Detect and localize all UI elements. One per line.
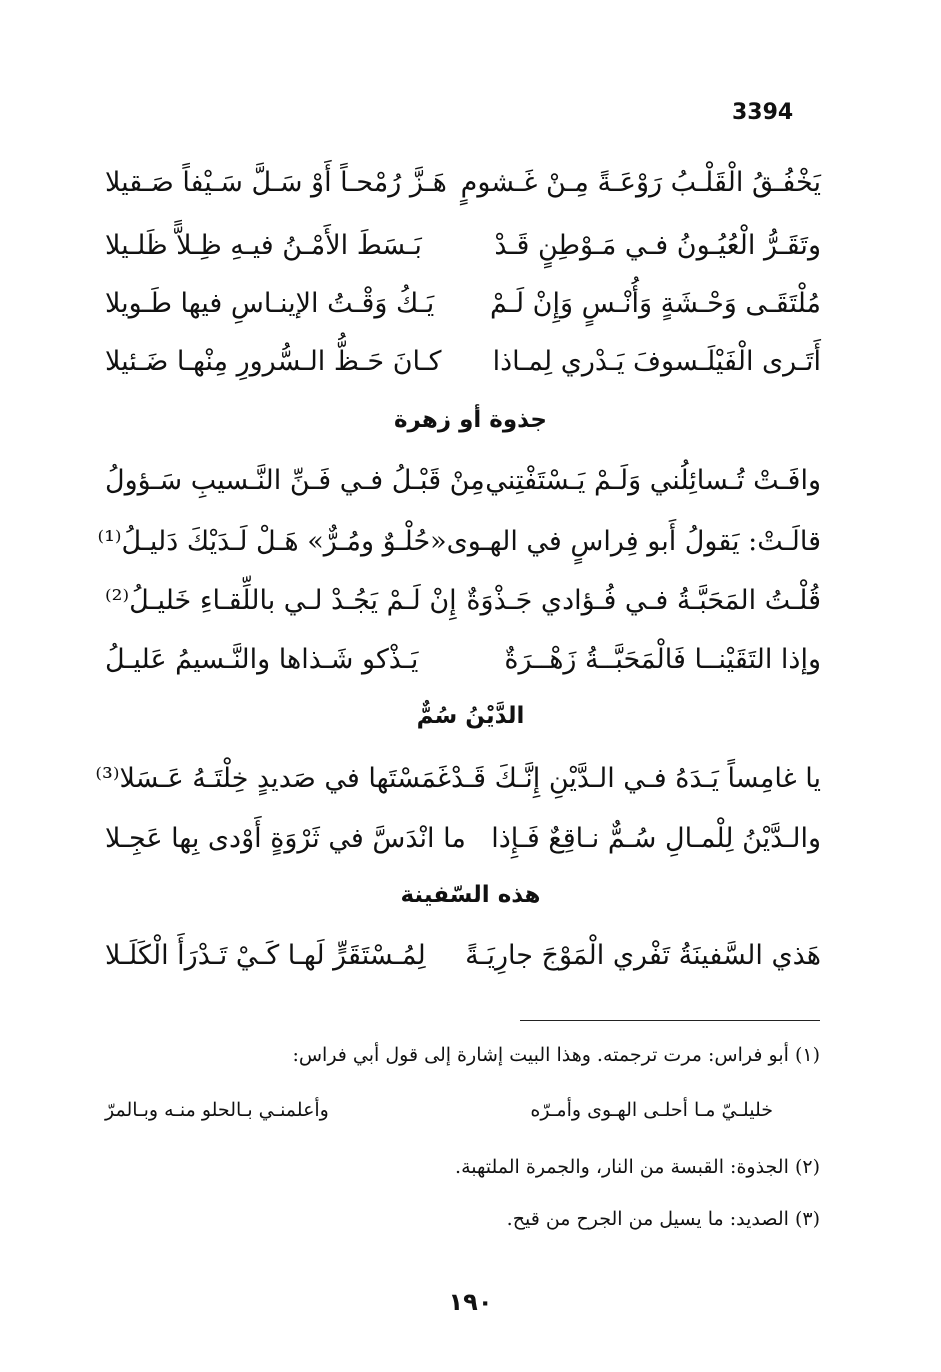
- footnote: [507, 1208, 820, 1230]
- verse-second-hemistich: إِنْ لَـمْ يَجُـدْ لـي باللِّقـاءِ خَليـلُ⁽²⁾: [105, 584, 457, 616]
- verse-first-hemistich: وإذا التَقَيْنــا فَالْمَحَبَّــةُ زَهْــرَةٌ: [504, 643, 821, 675]
- poem-title: جذوة أو زهرة: [393, 407, 547, 433]
- footnote-number: (٢): [794, 1156, 820, 1178]
- verse-second-hemistich: مِنْ قَبْـلُ فـي فَـنِّ النَّـسيبِ سَـؤولُ: [105, 464, 485, 496]
- verse-second-hemistich: يَـكُ وَقْـتُ الإينـاسِ فيها طَـويلا: [105, 287, 435, 319]
- footnote-text: أبو فراس: مرت ترجمته. وهذا البيت إشارة إلى قول أبي فراس:: [292, 1044, 789, 1066]
- footnote-text: الجذوة: القبسة من النار، والجمرة الملتهبة.: [455, 1156, 789, 1178]
- footnote-divider: [520, 1020, 820, 1021]
- verse: [105, 338, 821, 384]
- poem-title: الدَّيْنُ سُمٌّ: [416, 703, 525, 729]
- verse-second-hemistich: ما انْدَسَّ في ثَرْوَةٍ أَوْدى بِها عَجِـلا: [105, 822, 466, 854]
- verse: [105, 457, 821, 503]
- verse-first-hemistich: قُلْـتُ المَحَبَّـةُ فـي فُـؤادي جَـذْوَةٌ: [466, 584, 821, 616]
- verse-first-hemistich: يَخْفُـقُ الْقَلْـبُ رَوْعَـةً مِـنْ غَـشومٍ: [460, 166, 821, 198]
- verse: [95, 755, 821, 801]
- verse: [105, 159, 821, 205]
- verse: [105, 222, 821, 268]
- verse: [105, 280, 821, 326]
- verse-second-hemistich: كـانَ حَـظُّ الـسُّرورِ مِنْهـا ضَـئيلا: [105, 345, 442, 377]
- verse-first-hemistich: والـدَّيْنُ لِلْمـالِ سُـمٌّ نـاقِعٌ فَـإِذا: [491, 822, 821, 854]
- verse-first-hemistich: قالَـتْ: يَقولُ أَبو فِراسٍ في الهـوى: [446, 525, 821, 557]
- footnote: [292, 1044, 820, 1066]
- verse: [105, 815, 821, 861]
- verse-first-hemistich: خليلـيّ مـا أحلـى الهـوى وأمـرّه: [530, 1099, 773, 1121]
- footnote-number: (١): [794, 1044, 820, 1066]
- verse-second-hemistich: «حُلْـوٌ ومُـرٌّ» هَـلْ لَـدَيْكَ دَليـلُ⁽¹⁾: [97, 525, 447, 557]
- footnote: [455, 1156, 820, 1178]
- verse-first-hemistich: يا غامِساً يَـدَهُ فـي الـدَّيْنِ إِنَّـكَ قَـدْ: [451, 762, 821, 794]
- footnote-quoted-verse: [105, 1094, 773, 1126]
- verse-second-hemistich: يَـذْكو شَـذاها والنَّـسيمُ عَليـلُ: [105, 643, 419, 675]
- verse-first-hemistich: وتَقَـرُّ الْعُيُـونُ فـي مَـوْطِنٍ قَـدْ: [494, 229, 821, 261]
- verse-first-hemistich: أَتَـرى الْفَيْلَـسوفَ يَـدْري لِمـاذا: [492, 345, 821, 377]
- verse-second-hemistich: هَـزَّ رُمْحـاً أَوْ سَـلَّ سَـيْفاً صَـقيلا: [105, 166, 447, 198]
- footnote-text: الصديد: ما يسيل من الجرح من قيح.: [506, 1208, 789, 1230]
- verse-second-hemistich: بَـسَطَ الأَمْـنُ فيـهِ ظِـلاًّ ظَلـيلا: [105, 229, 422, 261]
- verse-second-hemistich: غَمَسْتَها في صَديدٍ خِلْتَـهُ عَـسَلا⁽³⁾: [95, 762, 452, 794]
- page-id: 3394: [732, 100, 794, 125]
- verse: [105, 577, 821, 623]
- verse: [105, 636, 821, 682]
- verse-second-hemistich: لِمُـسْتَقَرٍّ لَهـا كَـيْ تَـدْرَأَ الْكَلَـلا: [105, 939, 426, 971]
- verse-first-hemistich: مُلْتَقَـى وَحْـشَةٍ وَأُنْـسٍ وَإِنْ لَـمْ: [489, 287, 821, 319]
- poem-title: هذه السّفينة: [400, 882, 541, 908]
- verse-first-hemistich: وافَـتْ تُـسائِلُني وَلَـمْ يَـسْتَفْتِني: [485, 464, 821, 496]
- verse-second-hemistich: وأعلمنـي بـالحلو منـه وبـالمرّ: [105, 1099, 329, 1121]
- page-number: ١٩٠: [448, 1288, 493, 1316]
- verse: [97, 518, 821, 564]
- verse: [105, 932, 821, 978]
- footnote-number: (٣): [794, 1208, 820, 1230]
- verse-first-hemistich: هَذي السَّفينَةُ تَفْري الْمَوْجَ جارِيَـةً: [465, 939, 821, 971]
